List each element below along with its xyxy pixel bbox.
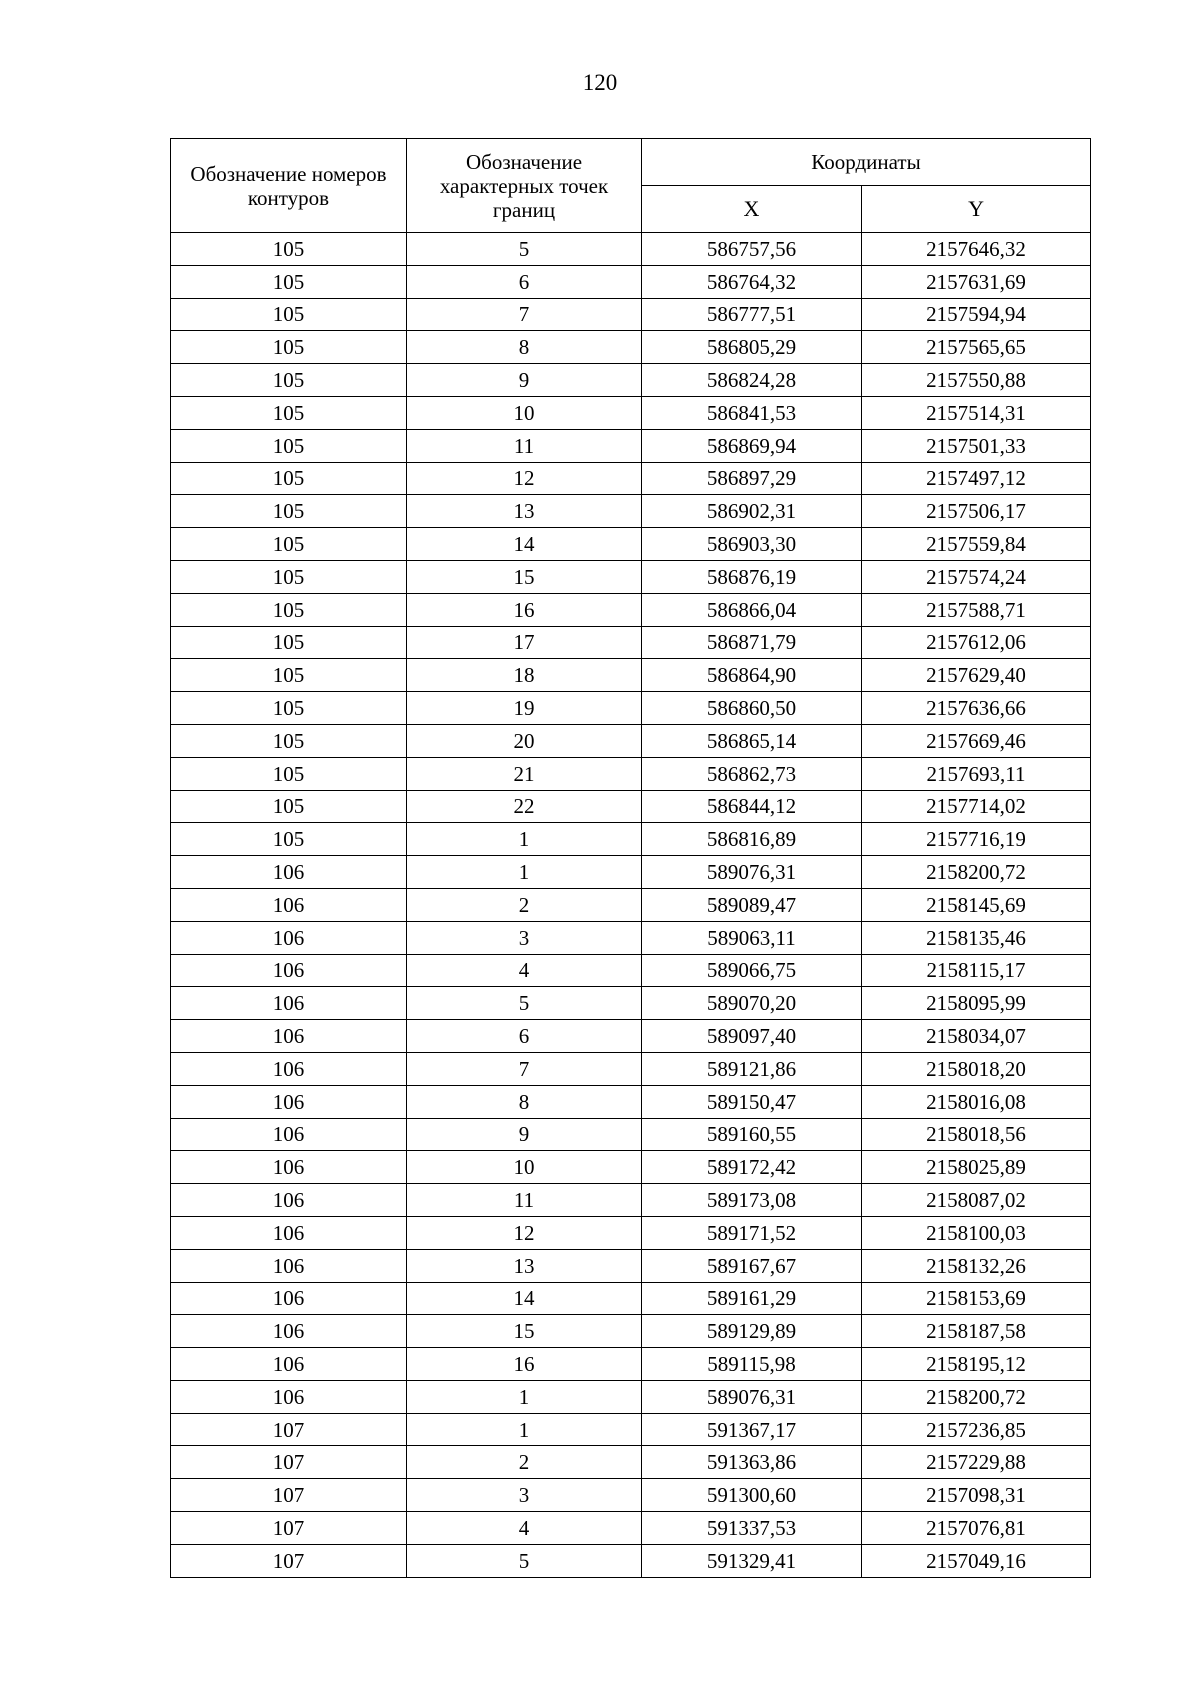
cell-x-coordinate: 589167,67: [642, 1249, 862, 1282]
table-row: [171, 429, 1091, 462]
cell-contour-number: 106: [171, 1020, 407, 1053]
cell-x-coordinate: 591329,41: [642, 1544, 862, 1577]
cell-x-coordinate: 586757,56: [642, 233, 862, 266]
cell-x-coordinate: 589066,75: [642, 954, 862, 987]
cell-point-number: 10: [407, 1151, 642, 1184]
table-row: [171, 921, 1091, 954]
cell-y-coordinate: 2158200,72: [862, 1380, 1091, 1413]
cell-contour-number: 106: [171, 1216, 407, 1249]
cell-contour-number: 106: [171, 921, 407, 954]
header-y: Y: [862, 186, 1091, 233]
cell-x-coordinate: 586860,50: [642, 692, 862, 725]
cell-point-number: 17: [407, 626, 642, 659]
cell-contour-number: 106: [171, 1184, 407, 1217]
cell-x-coordinate: 586805,29: [642, 331, 862, 364]
table-row: [171, 1380, 1091, 1413]
cell-contour-number: 105: [171, 396, 407, 429]
table-row: [171, 856, 1091, 889]
cell-x-coordinate: 586897,29: [642, 462, 862, 495]
table-row: [171, 1249, 1091, 1282]
cell-point-number: 4: [407, 1512, 642, 1545]
table-row: [171, 1118, 1091, 1151]
cell-y-coordinate: 2157693,11: [862, 757, 1091, 790]
cell-contour-number: 105: [171, 265, 407, 298]
cell-x-coordinate: 591300,60: [642, 1479, 862, 1512]
cell-contour-number: 106: [171, 1249, 407, 1282]
cell-point-number: 2: [407, 1446, 642, 1479]
table-row: [171, 265, 1091, 298]
cell-x-coordinate: 591367,17: [642, 1413, 862, 1446]
cell-x-coordinate: 589161,29: [642, 1282, 862, 1315]
cell-contour-number: 105: [171, 364, 407, 397]
table-row: [171, 757, 1091, 790]
cell-contour-number: 105: [171, 692, 407, 725]
cell-point-number: 1: [407, 823, 642, 856]
table-row: [171, 888, 1091, 921]
coordinates-table: [170, 138, 1091, 1578]
table-row: [171, 1085, 1091, 1118]
cell-y-coordinate: 2158018,56: [862, 1118, 1091, 1151]
cell-y-coordinate: 2157501,33: [862, 429, 1091, 462]
cell-x-coordinate: 591363,86: [642, 1446, 862, 1479]
cell-y-coordinate: 2157629,40: [862, 659, 1091, 692]
cell-point-number: 11: [407, 1184, 642, 1217]
cell-x-coordinate: 586864,90: [642, 659, 862, 692]
cell-point-number: 7: [407, 298, 642, 331]
table-row: [171, 692, 1091, 725]
cell-y-coordinate: 2157559,84: [862, 528, 1091, 561]
cell-y-coordinate: 2157497,12: [862, 462, 1091, 495]
cell-contour-number: 106: [171, 1348, 407, 1381]
table-row: [171, 364, 1091, 397]
cell-contour-number: 105: [171, 659, 407, 692]
table-row: [171, 1216, 1091, 1249]
cell-point-number: 21: [407, 757, 642, 790]
cell-x-coordinate: 586869,94: [642, 429, 862, 462]
cell-x-coordinate: 589173,08: [642, 1184, 862, 1217]
cell-point-number: 20: [407, 724, 642, 757]
cell-point-number: 12: [407, 462, 642, 495]
table-row: [171, 1512, 1091, 1545]
cell-point-number: 10: [407, 396, 642, 429]
table-row: [171, 823, 1091, 856]
cell-point-number: 8: [407, 331, 642, 364]
table-row: [171, 724, 1091, 757]
cell-x-coordinate: 586824,28: [642, 364, 862, 397]
cell-contour-number: 105: [171, 233, 407, 266]
cell-contour-number: 107: [171, 1413, 407, 1446]
table-row: [171, 1446, 1091, 1479]
cell-contour-number: 106: [171, 1315, 407, 1348]
cell-point-number: 15: [407, 1315, 642, 1348]
cell-y-coordinate: 2157669,46: [862, 724, 1091, 757]
cell-contour-number: 107: [171, 1512, 407, 1545]
cell-x-coordinate: 589076,31: [642, 856, 862, 889]
cell-y-coordinate: 2157716,19: [862, 823, 1091, 856]
cell-x-coordinate: 591337,53: [642, 1512, 862, 1545]
cell-point-number: 7: [407, 1052, 642, 1085]
cell-contour-number: 105: [171, 593, 407, 626]
cell-point-number: 6: [407, 1020, 642, 1053]
cell-point-number: 12: [407, 1216, 642, 1249]
table-row: [171, 396, 1091, 429]
cell-point-number: 8: [407, 1085, 642, 1118]
cell-contour-number: 106: [171, 1052, 407, 1085]
cell-point-number: 14: [407, 528, 642, 561]
table-row: [171, 1544, 1091, 1577]
table-row: [171, 1315, 1091, 1348]
cell-contour-number: 105: [171, 429, 407, 462]
cell-x-coordinate: 586865,14: [642, 724, 862, 757]
cell-contour-number: 105: [171, 495, 407, 528]
cell-contour-number: 105: [171, 560, 407, 593]
cell-contour-number: 106: [171, 1282, 407, 1315]
cell-point-number: 16: [407, 1348, 642, 1381]
table-row: [171, 1052, 1091, 1085]
cell-point-number: 19: [407, 692, 642, 725]
cell-y-coordinate: 2157631,69: [862, 265, 1091, 298]
cell-y-coordinate: 2158132,26: [862, 1249, 1091, 1282]
cell-contour-number: 106: [171, 1085, 407, 1118]
cell-y-coordinate: 2157514,31: [862, 396, 1091, 429]
cell-y-coordinate: 2157565,65: [862, 331, 1091, 364]
cell-y-coordinate: 2157588,71: [862, 593, 1091, 626]
table-row: [171, 1151, 1091, 1184]
cell-y-coordinate: 2158034,07: [862, 1020, 1091, 1053]
page-number: 120: [582, 70, 618, 95]
cell-y-coordinate: 2158187,58: [862, 1315, 1091, 1348]
cell-x-coordinate: 586903,30: [642, 528, 862, 561]
table-row: [171, 1184, 1091, 1217]
cell-contour-number: 106: [171, 987, 407, 1020]
cell-x-coordinate: 586816,89: [642, 823, 862, 856]
table-row: [171, 1020, 1091, 1053]
cell-point-number: 11: [407, 429, 642, 462]
cell-y-coordinate: 2158100,03: [862, 1216, 1091, 1249]
cell-contour-number: 105: [171, 528, 407, 561]
cell-x-coordinate: 589171,52: [642, 1216, 862, 1249]
cell-y-coordinate: 2158145,69: [862, 888, 1091, 921]
cell-y-coordinate: 2157594,94: [862, 298, 1091, 331]
cell-contour-number: 106: [171, 1380, 407, 1413]
cell-x-coordinate: 586777,51: [642, 298, 862, 331]
cell-contour-number: 105: [171, 724, 407, 757]
cell-point-number: 9: [407, 1118, 642, 1151]
table-row: [171, 1348, 1091, 1381]
cell-y-coordinate: 2158200,72: [862, 856, 1091, 889]
cell-x-coordinate: 589121,86: [642, 1052, 862, 1085]
cell-x-coordinate: 589070,20: [642, 987, 862, 1020]
cell-point-number: 2: [407, 888, 642, 921]
table-body: [171, 233, 1091, 1578]
cell-x-coordinate: 586764,32: [642, 265, 862, 298]
table-row: [171, 233, 1091, 266]
cell-y-coordinate: 2157049,16: [862, 1544, 1091, 1577]
cell-x-coordinate: 586862,73: [642, 757, 862, 790]
cell-y-coordinate: 2157646,32: [862, 233, 1091, 266]
cell-contour-number: 105: [171, 462, 407, 495]
cell-point-number: 9: [407, 364, 642, 397]
table-row: [171, 560, 1091, 593]
cell-y-coordinate: 2157636,66: [862, 692, 1091, 725]
cell-contour-number: 105: [171, 757, 407, 790]
cell-x-coordinate: 589129,89: [642, 1315, 862, 1348]
cell-point-number: 22: [407, 790, 642, 823]
header-contour-number: Обозначение номеров контуров: [171, 139, 407, 233]
cell-point-number: 15: [407, 560, 642, 593]
cell-point-number: 5: [407, 233, 642, 266]
cell-x-coordinate: 586841,53: [642, 396, 862, 429]
table-row: [171, 1413, 1091, 1446]
cell-y-coordinate: 2158153,69: [862, 1282, 1091, 1315]
cell-point-number: 5: [407, 1544, 642, 1577]
cell-contour-number: 106: [171, 1118, 407, 1151]
cell-x-coordinate: 586844,12: [642, 790, 862, 823]
table-row: [171, 626, 1091, 659]
table-row: [171, 790, 1091, 823]
cell-y-coordinate: 2157506,17: [862, 495, 1091, 528]
cell-y-coordinate: 2157612,06: [862, 626, 1091, 659]
table-row: [171, 298, 1091, 331]
cell-point-number: 1: [407, 1413, 642, 1446]
table-row: [171, 659, 1091, 692]
table-row: [171, 1479, 1091, 1512]
table-row: [171, 954, 1091, 987]
cell-x-coordinate: 589089,47: [642, 888, 862, 921]
header-x: X: [642, 186, 862, 233]
cell-contour-number: 106: [171, 1151, 407, 1184]
cell-y-coordinate: 2157574,24: [862, 560, 1091, 593]
cell-point-number: 1: [407, 1380, 642, 1413]
table-row: [171, 987, 1091, 1020]
cell-contour-number: 105: [171, 298, 407, 331]
cell-y-coordinate: 2158135,46: [862, 921, 1091, 954]
table-row: [171, 593, 1091, 626]
cell-contour-number: 107: [171, 1479, 407, 1512]
cell-point-number: 3: [407, 921, 642, 954]
cell-y-coordinate: 2158095,99: [862, 987, 1091, 1020]
header-point-designation: Обозначение характерных точек границ: [407, 139, 642, 233]
table-row: [171, 462, 1091, 495]
cell-x-coordinate: 589063,11: [642, 921, 862, 954]
table-header: [171, 139, 1091, 233]
cell-contour-number: 105: [171, 331, 407, 364]
cell-point-number: 14: [407, 1282, 642, 1315]
cell-x-coordinate: 586876,19: [642, 560, 862, 593]
cell-y-coordinate: 2157550,88: [862, 364, 1091, 397]
cell-point-number: 13: [407, 495, 642, 528]
cell-y-coordinate: 2157098,31: [862, 1479, 1091, 1512]
cell-x-coordinate: 589076,31: [642, 1380, 862, 1413]
cell-x-coordinate: 589172,42: [642, 1151, 862, 1184]
cell-y-coordinate: 2158087,02: [862, 1184, 1091, 1217]
cell-y-coordinate: 2158115,17: [862, 954, 1091, 987]
cell-y-coordinate: 2158018,20: [862, 1052, 1091, 1085]
cell-y-coordinate: 2157236,85: [862, 1413, 1091, 1446]
cell-x-coordinate: 589150,47: [642, 1085, 862, 1118]
cell-y-coordinate: 2158025,89: [862, 1151, 1091, 1184]
table-row: [171, 528, 1091, 561]
cell-point-number: 13: [407, 1249, 642, 1282]
cell-x-coordinate: 589160,55: [642, 1118, 862, 1151]
cell-point-number: 3: [407, 1479, 642, 1512]
cell-x-coordinate: 586902,31: [642, 495, 862, 528]
cell-point-number: 18: [407, 659, 642, 692]
cell-contour-number: 105: [171, 790, 407, 823]
cell-point-number: 6: [407, 265, 642, 298]
cell-contour-number: 106: [171, 856, 407, 889]
table-row: [171, 1282, 1091, 1315]
cell-y-coordinate: 2157229,88: [862, 1446, 1091, 1479]
cell-contour-number: 107: [171, 1544, 407, 1577]
cell-y-coordinate: 2158195,12: [862, 1348, 1091, 1381]
header-coordinates: Координаты: [642, 139, 1091, 186]
cell-point-number: 4: [407, 954, 642, 987]
cell-contour-number: 106: [171, 954, 407, 987]
cell-x-coordinate: 586871,79: [642, 626, 862, 659]
cell-contour-number: 105: [171, 626, 407, 659]
table-row: [171, 331, 1091, 364]
cell-x-coordinate: 586866,04: [642, 593, 862, 626]
cell-contour-number: 105: [171, 823, 407, 856]
cell-x-coordinate: 589115,98: [642, 1348, 862, 1381]
cell-y-coordinate: 2157714,02: [862, 790, 1091, 823]
table-row: [171, 495, 1091, 528]
cell-point-number: 16: [407, 593, 642, 626]
cell-contour-number: 106: [171, 888, 407, 921]
cell-contour-number: 107: [171, 1446, 407, 1479]
cell-y-coordinate: 2157076,81: [862, 1512, 1091, 1545]
cell-y-coordinate: 2158016,08: [862, 1085, 1091, 1118]
cell-x-coordinate: 589097,40: [642, 1020, 862, 1053]
cell-point-number: 1: [407, 856, 642, 889]
cell-point-number: 5: [407, 987, 642, 1020]
